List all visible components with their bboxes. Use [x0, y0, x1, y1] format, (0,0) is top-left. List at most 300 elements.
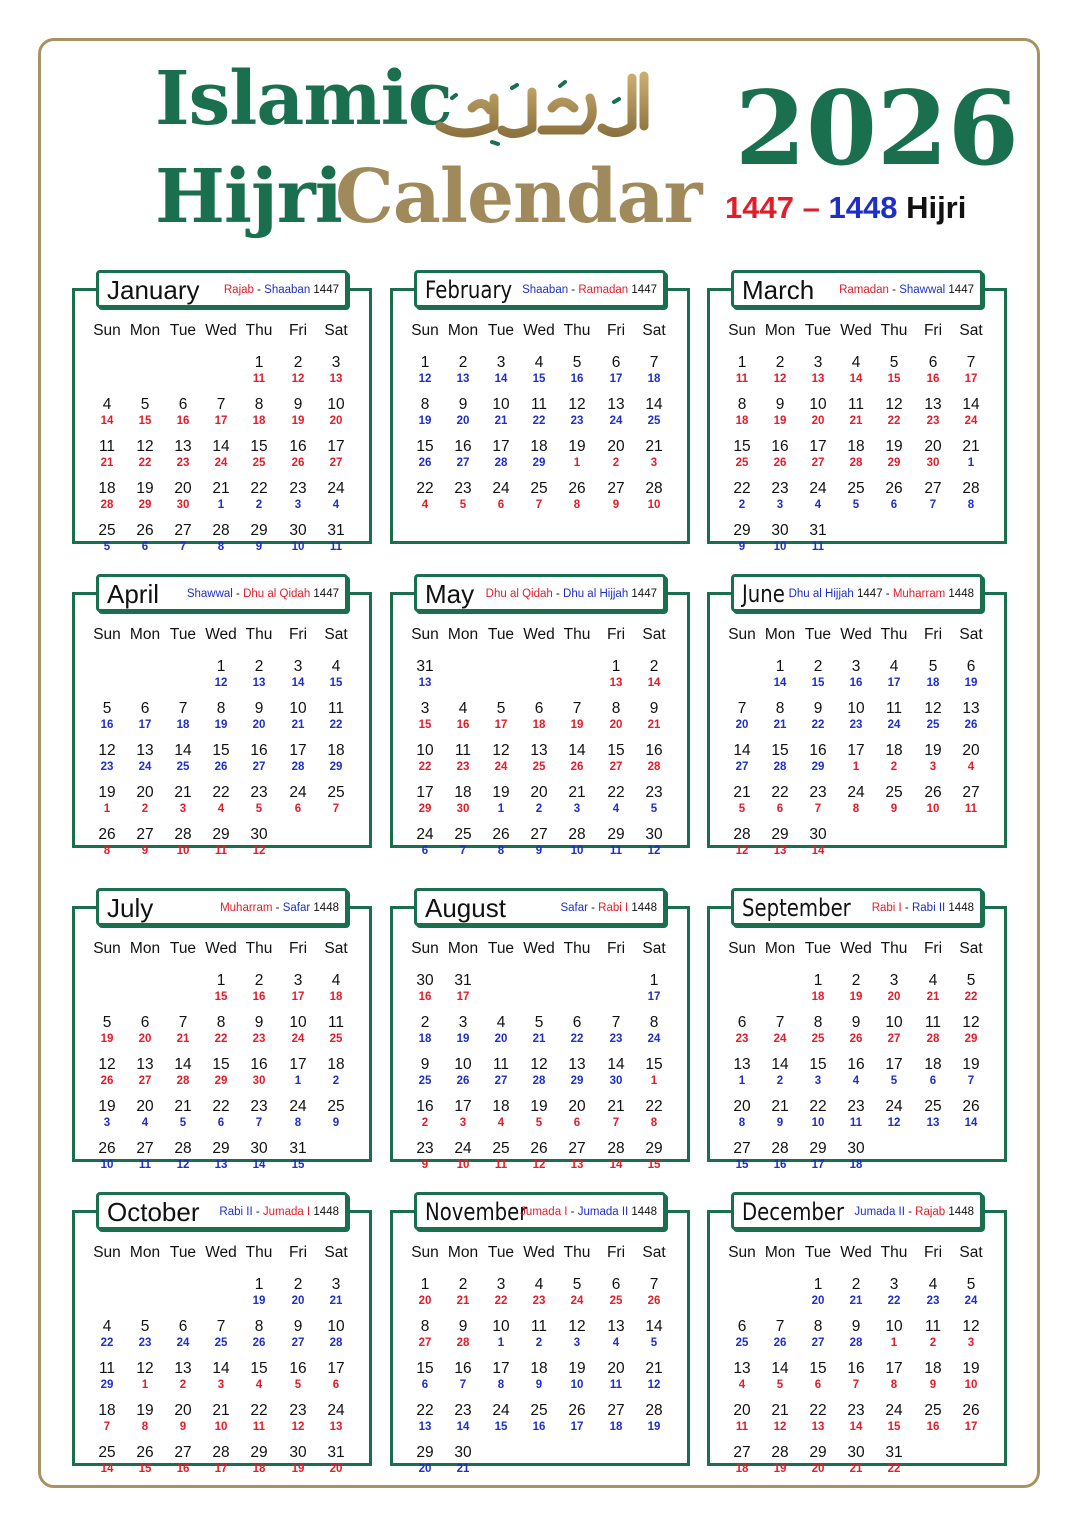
day-cell[interactable]: [406, 700, 444, 732]
day-cell[interactable]: [761, 1318, 799, 1350]
day-cell[interactable]: [520, 826, 558, 858]
day-cell[interactable]: [597, 1318, 635, 1350]
day-cell[interactable]: [520, 396, 558, 428]
day-cell[interactable]: [837, 396, 875, 428]
day-cell[interactable]: [164, 784, 202, 816]
day-cell[interactable]: [202, 826, 240, 858]
day-cell[interactable]: [482, 396, 520, 428]
day-cell[interactable]: [444, 1318, 482, 1350]
day-cell[interactable]: [952, 658, 990, 690]
day-cell[interactable]: [88, 742, 126, 774]
day-cell[interactable]: [202, 1056, 240, 1088]
day-cell[interactable]: [406, 1276, 444, 1308]
day-cell[interactable]: [597, 1140, 635, 1172]
day-cell[interactable]: [952, 1318, 990, 1350]
day-cell[interactable]: [444, 1140, 482, 1172]
day-cell[interactable]: [406, 658, 444, 690]
day-cell[interactable]: [406, 1444, 444, 1476]
day-cell[interactable]: [317, 1014, 355, 1046]
day-cell[interactable]: [875, 700, 913, 732]
day-cell[interactable]: [279, 972, 317, 1004]
day-cell[interactable]: [837, 438, 875, 470]
day-cell[interactable]: [875, 658, 913, 690]
day-cell[interactable]: [558, 1014, 596, 1046]
day-cell[interactable]: [240, 742, 278, 774]
day-cell[interactable]: [952, 742, 990, 774]
day-cell[interactable]: [279, 1318, 317, 1350]
day-cell[interactable]: [837, 1402, 875, 1434]
day-cell[interactable]: [444, 700, 482, 732]
day-cell[interactable]: [635, 1276, 673, 1308]
day-cell[interactable]: [761, 396, 799, 428]
day-cell[interactable]: [723, 742, 761, 774]
day-cell[interactable]: [723, 1360, 761, 1392]
day-cell[interactable]: [126, 522, 164, 554]
day-cell[interactable]: [597, 784, 635, 816]
day-cell[interactable]: [240, 1140, 278, 1172]
day-cell[interactable]: [635, 1140, 673, 1172]
day-cell[interactable]: [240, 658, 278, 690]
day-cell[interactable]: [723, 522, 761, 554]
day-cell[interactable]: [875, 742, 913, 774]
day-cell[interactable]: [875, 396, 913, 428]
day-cell[interactable]: [799, 438, 837, 470]
day-cell[interactable]: [914, 972, 952, 1004]
day-cell[interactable]: [952, 1056, 990, 1088]
day-cell[interactable]: [635, 700, 673, 732]
day-cell[interactable]: [761, 658, 799, 690]
day-cell[interactable]: [482, 1360, 520, 1392]
day-cell[interactable]: [723, 438, 761, 470]
day-cell[interactable]: [240, 826, 278, 858]
day-cell[interactable]: [597, 826, 635, 858]
day-cell[interactable]: [202, 784, 240, 816]
day-cell[interactable]: [761, 1098, 799, 1130]
day-cell[interactable]: [202, 438, 240, 470]
day-cell[interactable]: [635, 658, 673, 690]
day-cell[interactable]: [952, 438, 990, 470]
day-cell[interactable]: [202, 972, 240, 1004]
day-cell[interactable]: [914, 1402, 952, 1434]
day-cell[interactable]: [799, 1444, 837, 1476]
day-cell[interactable]: [279, 1276, 317, 1308]
day-cell[interactable]: [558, 1140, 596, 1172]
day-cell[interactable]: [799, 1098, 837, 1130]
day-cell[interactable]: [444, 396, 482, 428]
day-cell[interactable]: [444, 826, 482, 858]
day-cell[interactable]: [482, 1402, 520, 1434]
day-cell[interactable]: [164, 480, 202, 512]
day-cell[interactable]: [837, 1276, 875, 1308]
day-cell[interactable]: [597, 700, 635, 732]
day-cell[interactable]: [482, 1318, 520, 1350]
day-cell[interactable]: [279, 700, 317, 732]
day-cell[interactable]: [558, 742, 596, 774]
day-cell[interactable]: [914, 1318, 952, 1350]
day-cell[interactable]: [279, 522, 317, 554]
day-cell[interactable]: [520, 1098, 558, 1130]
day-cell[interactable]: [635, 1056, 673, 1088]
day-cell[interactable]: [837, 1318, 875, 1350]
day-cell[interactable]: [164, 1056, 202, 1088]
day-cell[interactable]: [558, 354, 596, 386]
day-cell[interactable]: [164, 396, 202, 428]
day-cell[interactable]: [520, 1140, 558, 1172]
day-cell[interactable]: [799, 1318, 837, 1350]
day-cell[interactable]: [761, 742, 799, 774]
day-cell[interactable]: [164, 1140, 202, 1172]
day-cell[interactable]: [558, 438, 596, 470]
day-cell[interactable]: [317, 972, 355, 1004]
day-cell[interactable]: [761, 826, 799, 858]
day-cell[interactable]: [279, 354, 317, 386]
day-cell[interactable]: [635, 826, 673, 858]
day-cell[interactable]: [761, 1056, 799, 1088]
day-cell[interactable]: [723, 1140, 761, 1172]
day-cell[interactable]: [875, 1402, 913, 1434]
day-cell[interactable]: [202, 742, 240, 774]
day-cell[interactable]: [799, 1360, 837, 1392]
day-cell[interactable]: [837, 1360, 875, 1392]
day-cell[interactable]: [875, 1276, 913, 1308]
day-cell[interactable]: [952, 1276, 990, 1308]
day-cell[interactable]: [914, 396, 952, 428]
day-cell[interactable]: [520, 1014, 558, 1046]
day-cell[interactable]: [597, 480, 635, 512]
day-cell[interactable]: [597, 742, 635, 774]
day-cell[interactable]: [279, 1402, 317, 1434]
day-cell[interactable]: [317, 1318, 355, 1350]
day-cell[interactable]: [317, 742, 355, 774]
day-cell[interactable]: [914, 742, 952, 774]
day-cell[interactable]: [799, 826, 837, 858]
day-cell[interactable]: [799, 700, 837, 732]
day-cell[interactable]: [597, 1360, 635, 1392]
day-cell[interactable]: [635, 1318, 673, 1350]
day-cell[interactable]: [444, 1098, 482, 1130]
day-cell[interactable]: [202, 700, 240, 732]
day-cell[interactable]: [406, 1402, 444, 1434]
day-cell[interactable]: [406, 972, 444, 1004]
day-cell[interactable]: [202, 1402, 240, 1434]
day-cell[interactable]: [88, 1140, 126, 1172]
day-cell[interactable]: [126, 1444, 164, 1476]
day-cell[interactable]: [799, 784, 837, 816]
day-cell[interactable]: [240, 1276, 278, 1308]
day-cell[interactable]: [520, 1360, 558, 1392]
day-cell[interactable]: [317, 396, 355, 428]
day-cell[interactable]: [126, 1056, 164, 1088]
day-cell[interactable]: [164, 1014, 202, 1046]
day-cell[interactable]: [88, 396, 126, 428]
day-cell[interactable]: [875, 1360, 913, 1392]
day-cell[interactable]: [799, 1276, 837, 1308]
day-cell[interactable]: [723, 1318, 761, 1350]
day-cell[interactable]: [799, 522, 837, 554]
day-cell[interactable]: [952, 1014, 990, 1046]
day-cell[interactable]: [126, 396, 164, 428]
day-cell[interactable]: [837, 480, 875, 512]
day-cell[interactable]: [279, 480, 317, 512]
day-cell[interactable]: [837, 972, 875, 1004]
day-cell[interactable]: [126, 438, 164, 470]
day-cell[interactable]: [444, 1402, 482, 1434]
day-cell[interactable]: [406, 480, 444, 512]
day-cell[interactable]: [875, 972, 913, 1004]
day-cell[interactable]: [240, 1444, 278, 1476]
day-cell[interactable]: [597, 1098, 635, 1130]
day-cell[interactable]: [837, 1056, 875, 1088]
day-cell[interactable]: [126, 1014, 164, 1046]
day-cell[interactable]: [126, 1402, 164, 1434]
day-cell[interactable]: [88, 1056, 126, 1088]
day-cell[interactable]: [914, 1360, 952, 1392]
day-cell[interactable]: [761, 522, 799, 554]
day-cell[interactable]: [799, 354, 837, 386]
day-cell[interactable]: [88, 1402, 126, 1434]
day-cell[interactable]: [240, 1056, 278, 1088]
day-cell[interactable]: [952, 1402, 990, 1434]
day-cell[interactable]: [317, 438, 355, 470]
day-cell[interactable]: [406, 1014, 444, 1046]
day-cell[interactable]: [240, 354, 278, 386]
day-cell[interactable]: [88, 1014, 126, 1046]
day-cell[interactable]: [952, 972, 990, 1004]
day-cell[interactable]: [164, 1402, 202, 1434]
day-cell[interactable]: [126, 1140, 164, 1172]
day-cell[interactable]: [914, 1014, 952, 1046]
day-cell[interactable]: [761, 1014, 799, 1046]
day-cell[interactable]: [723, 1056, 761, 1088]
day-cell[interactable]: [444, 742, 482, 774]
day-cell[interactable]: [761, 1360, 799, 1392]
day-cell[interactable]: [444, 354, 482, 386]
day-cell[interactable]: [837, 354, 875, 386]
day-cell[interactable]: [723, 396, 761, 428]
day-cell[interactable]: [202, 1098, 240, 1130]
day-cell[interactable]: [126, 480, 164, 512]
day-cell[interactable]: [482, 784, 520, 816]
day-cell[interactable]: [317, 1360, 355, 1392]
day-cell[interactable]: [202, 1360, 240, 1392]
day-cell[interactable]: [164, 1360, 202, 1392]
day-cell[interactable]: [126, 742, 164, 774]
day-cell[interactable]: [126, 784, 164, 816]
day-cell[interactable]: [279, 438, 317, 470]
day-cell[interactable]: [723, 1014, 761, 1046]
day-cell[interactable]: [126, 1098, 164, 1130]
day-cell[interactable]: [406, 1318, 444, 1350]
day-cell[interactable]: [520, 700, 558, 732]
day-cell[interactable]: [597, 1014, 635, 1046]
day-cell[interactable]: [635, 354, 673, 386]
day-cell[interactable]: [520, 1402, 558, 1434]
day-cell[interactable]: [875, 1318, 913, 1350]
day-cell[interactable]: [88, 1098, 126, 1130]
day-cell[interactable]: [482, 480, 520, 512]
day-cell[interactable]: [444, 1014, 482, 1046]
day-cell[interactable]: [317, 658, 355, 690]
day-cell[interactable]: [799, 1140, 837, 1172]
day-cell[interactable]: [914, 1276, 952, 1308]
day-cell[interactable]: [240, 1360, 278, 1392]
day-cell[interactable]: [317, 480, 355, 512]
day-cell[interactable]: [444, 1056, 482, 1088]
day-cell[interactable]: [837, 1014, 875, 1046]
day-cell[interactable]: [126, 826, 164, 858]
day-cell[interactable]: [202, 480, 240, 512]
day-cell[interactable]: [240, 700, 278, 732]
day-cell[interactable]: [164, 1098, 202, 1130]
day-cell[interactable]: [317, 1276, 355, 1308]
day-cell[interactable]: [761, 784, 799, 816]
day-cell[interactable]: [761, 1140, 799, 1172]
day-cell[interactable]: [520, 438, 558, 470]
day-cell[interactable]: [761, 1444, 799, 1476]
day-cell[interactable]: [635, 480, 673, 512]
day-cell[interactable]: [914, 784, 952, 816]
day-cell[interactable]: [279, 784, 317, 816]
day-cell[interactable]: [875, 438, 913, 470]
day-cell[interactable]: [635, 742, 673, 774]
day-cell[interactable]: [558, 480, 596, 512]
day-cell[interactable]: [164, 826, 202, 858]
day-cell[interactable]: [317, 354, 355, 386]
day-cell[interactable]: [126, 700, 164, 732]
day-cell[interactable]: [914, 700, 952, 732]
day-cell[interactable]: [799, 658, 837, 690]
day-cell[interactable]: [202, 1444, 240, 1476]
day-cell[interactable]: [279, 658, 317, 690]
day-cell[interactable]: [723, 826, 761, 858]
day-cell[interactable]: [723, 354, 761, 386]
day-cell[interactable]: [406, 784, 444, 816]
day-cell[interactable]: [837, 658, 875, 690]
day-cell[interactable]: [202, 1014, 240, 1046]
day-cell[interactable]: [88, 480, 126, 512]
day-cell[interactable]: [240, 480, 278, 512]
day-cell[interactable]: [279, 1140, 317, 1172]
day-cell[interactable]: [406, 1360, 444, 1392]
day-cell[interactable]: [952, 354, 990, 386]
day-cell[interactable]: [279, 1056, 317, 1088]
day-cell[interactable]: [837, 1140, 875, 1172]
day-cell[interactable]: [558, 826, 596, 858]
day-cell[interactable]: [240, 1318, 278, 1350]
day-cell[interactable]: [482, 742, 520, 774]
day-cell[interactable]: [126, 1318, 164, 1350]
day-cell[interactable]: [164, 522, 202, 554]
day-cell[interactable]: [88, 1318, 126, 1350]
day-cell[interactable]: [444, 480, 482, 512]
day-cell[interactable]: [597, 1402, 635, 1434]
day-cell[interactable]: [406, 354, 444, 386]
day-cell[interactable]: [406, 396, 444, 428]
day-cell[interactable]: [406, 1056, 444, 1088]
day-cell[interactable]: [317, 522, 355, 554]
day-cell[interactable]: [635, 438, 673, 470]
day-cell[interactable]: [952, 784, 990, 816]
day-cell[interactable]: [444, 1444, 482, 1476]
day-cell[interactable]: [88, 522, 126, 554]
day-cell[interactable]: [723, 784, 761, 816]
day-cell[interactable]: [406, 826, 444, 858]
day-cell[interactable]: [875, 480, 913, 512]
day-cell[interactable]: [520, 354, 558, 386]
day-cell[interactable]: [406, 1098, 444, 1130]
day-cell[interactable]: [240, 438, 278, 470]
day-cell[interactable]: [635, 396, 673, 428]
day-cell[interactable]: [914, 438, 952, 470]
day-cell[interactable]: [875, 784, 913, 816]
day-cell[interactable]: [444, 438, 482, 470]
day-cell[interactable]: [875, 1098, 913, 1130]
day-cell[interactable]: [444, 972, 482, 1004]
day-cell[interactable]: [317, 700, 355, 732]
day-cell[interactable]: [240, 1402, 278, 1434]
day-cell[interactable]: [520, 1318, 558, 1350]
day-cell[interactable]: [202, 522, 240, 554]
day-cell[interactable]: [952, 480, 990, 512]
day-cell[interactable]: [875, 1014, 913, 1046]
day-cell[interactable]: [597, 1276, 635, 1308]
day-cell[interactable]: [635, 784, 673, 816]
day-cell[interactable]: [317, 1056, 355, 1088]
day-cell[interactable]: [520, 1276, 558, 1308]
day-cell[interactable]: [279, 1014, 317, 1046]
day-cell[interactable]: [761, 1402, 799, 1434]
day-cell[interactable]: [914, 354, 952, 386]
day-cell[interactable]: [558, 1402, 596, 1434]
day-cell[interactable]: [558, 1318, 596, 1350]
day-cell[interactable]: [799, 1014, 837, 1046]
day-cell[interactable]: [482, 1140, 520, 1172]
day-cell[interactable]: [164, 700, 202, 732]
day-cell[interactable]: [635, 1360, 673, 1392]
day-cell[interactable]: [482, 1098, 520, 1130]
day-cell[interactable]: [482, 438, 520, 470]
day-cell[interactable]: [482, 826, 520, 858]
day-cell[interactable]: [317, 784, 355, 816]
day-cell[interactable]: [279, 742, 317, 774]
day-cell[interactable]: [597, 658, 635, 690]
day-cell[interactable]: [482, 700, 520, 732]
day-cell[interactable]: [761, 700, 799, 732]
day-cell[interactable]: [635, 1098, 673, 1130]
day-cell[interactable]: [635, 1402, 673, 1434]
day-cell[interactable]: [761, 354, 799, 386]
day-cell[interactable]: [914, 1056, 952, 1088]
day-cell[interactable]: [317, 1098, 355, 1130]
day-cell[interactable]: [444, 1360, 482, 1392]
day-cell[interactable]: [88, 438, 126, 470]
day-cell[interactable]: [202, 1318, 240, 1350]
day-cell[interactable]: [952, 700, 990, 732]
day-cell[interactable]: [88, 700, 126, 732]
day-cell[interactable]: [88, 1360, 126, 1392]
day-cell[interactable]: [482, 1056, 520, 1088]
day-cell[interactable]: [520, 1056, 558, 1088]
day-cell[interactable]: [406, 438, 444, 470]
day-cell[interactable]: [202, 1140, 240, 1172]
day-cell[interactable]: [164, 438, 202, 470]
day-cell[interactable]: [240, 522, 278, 554]
day-cell[interactable]: [444, 1276, 482, 1308]
day-cell[interactable]: [88, 826, 126, 858]
day-cell[interactable]: [520, 480, 558, 512]
day-cell[interactable]: [723, 480, 761, 512]
day-cell[interactable]: [279, 1098, 317, 1130]
